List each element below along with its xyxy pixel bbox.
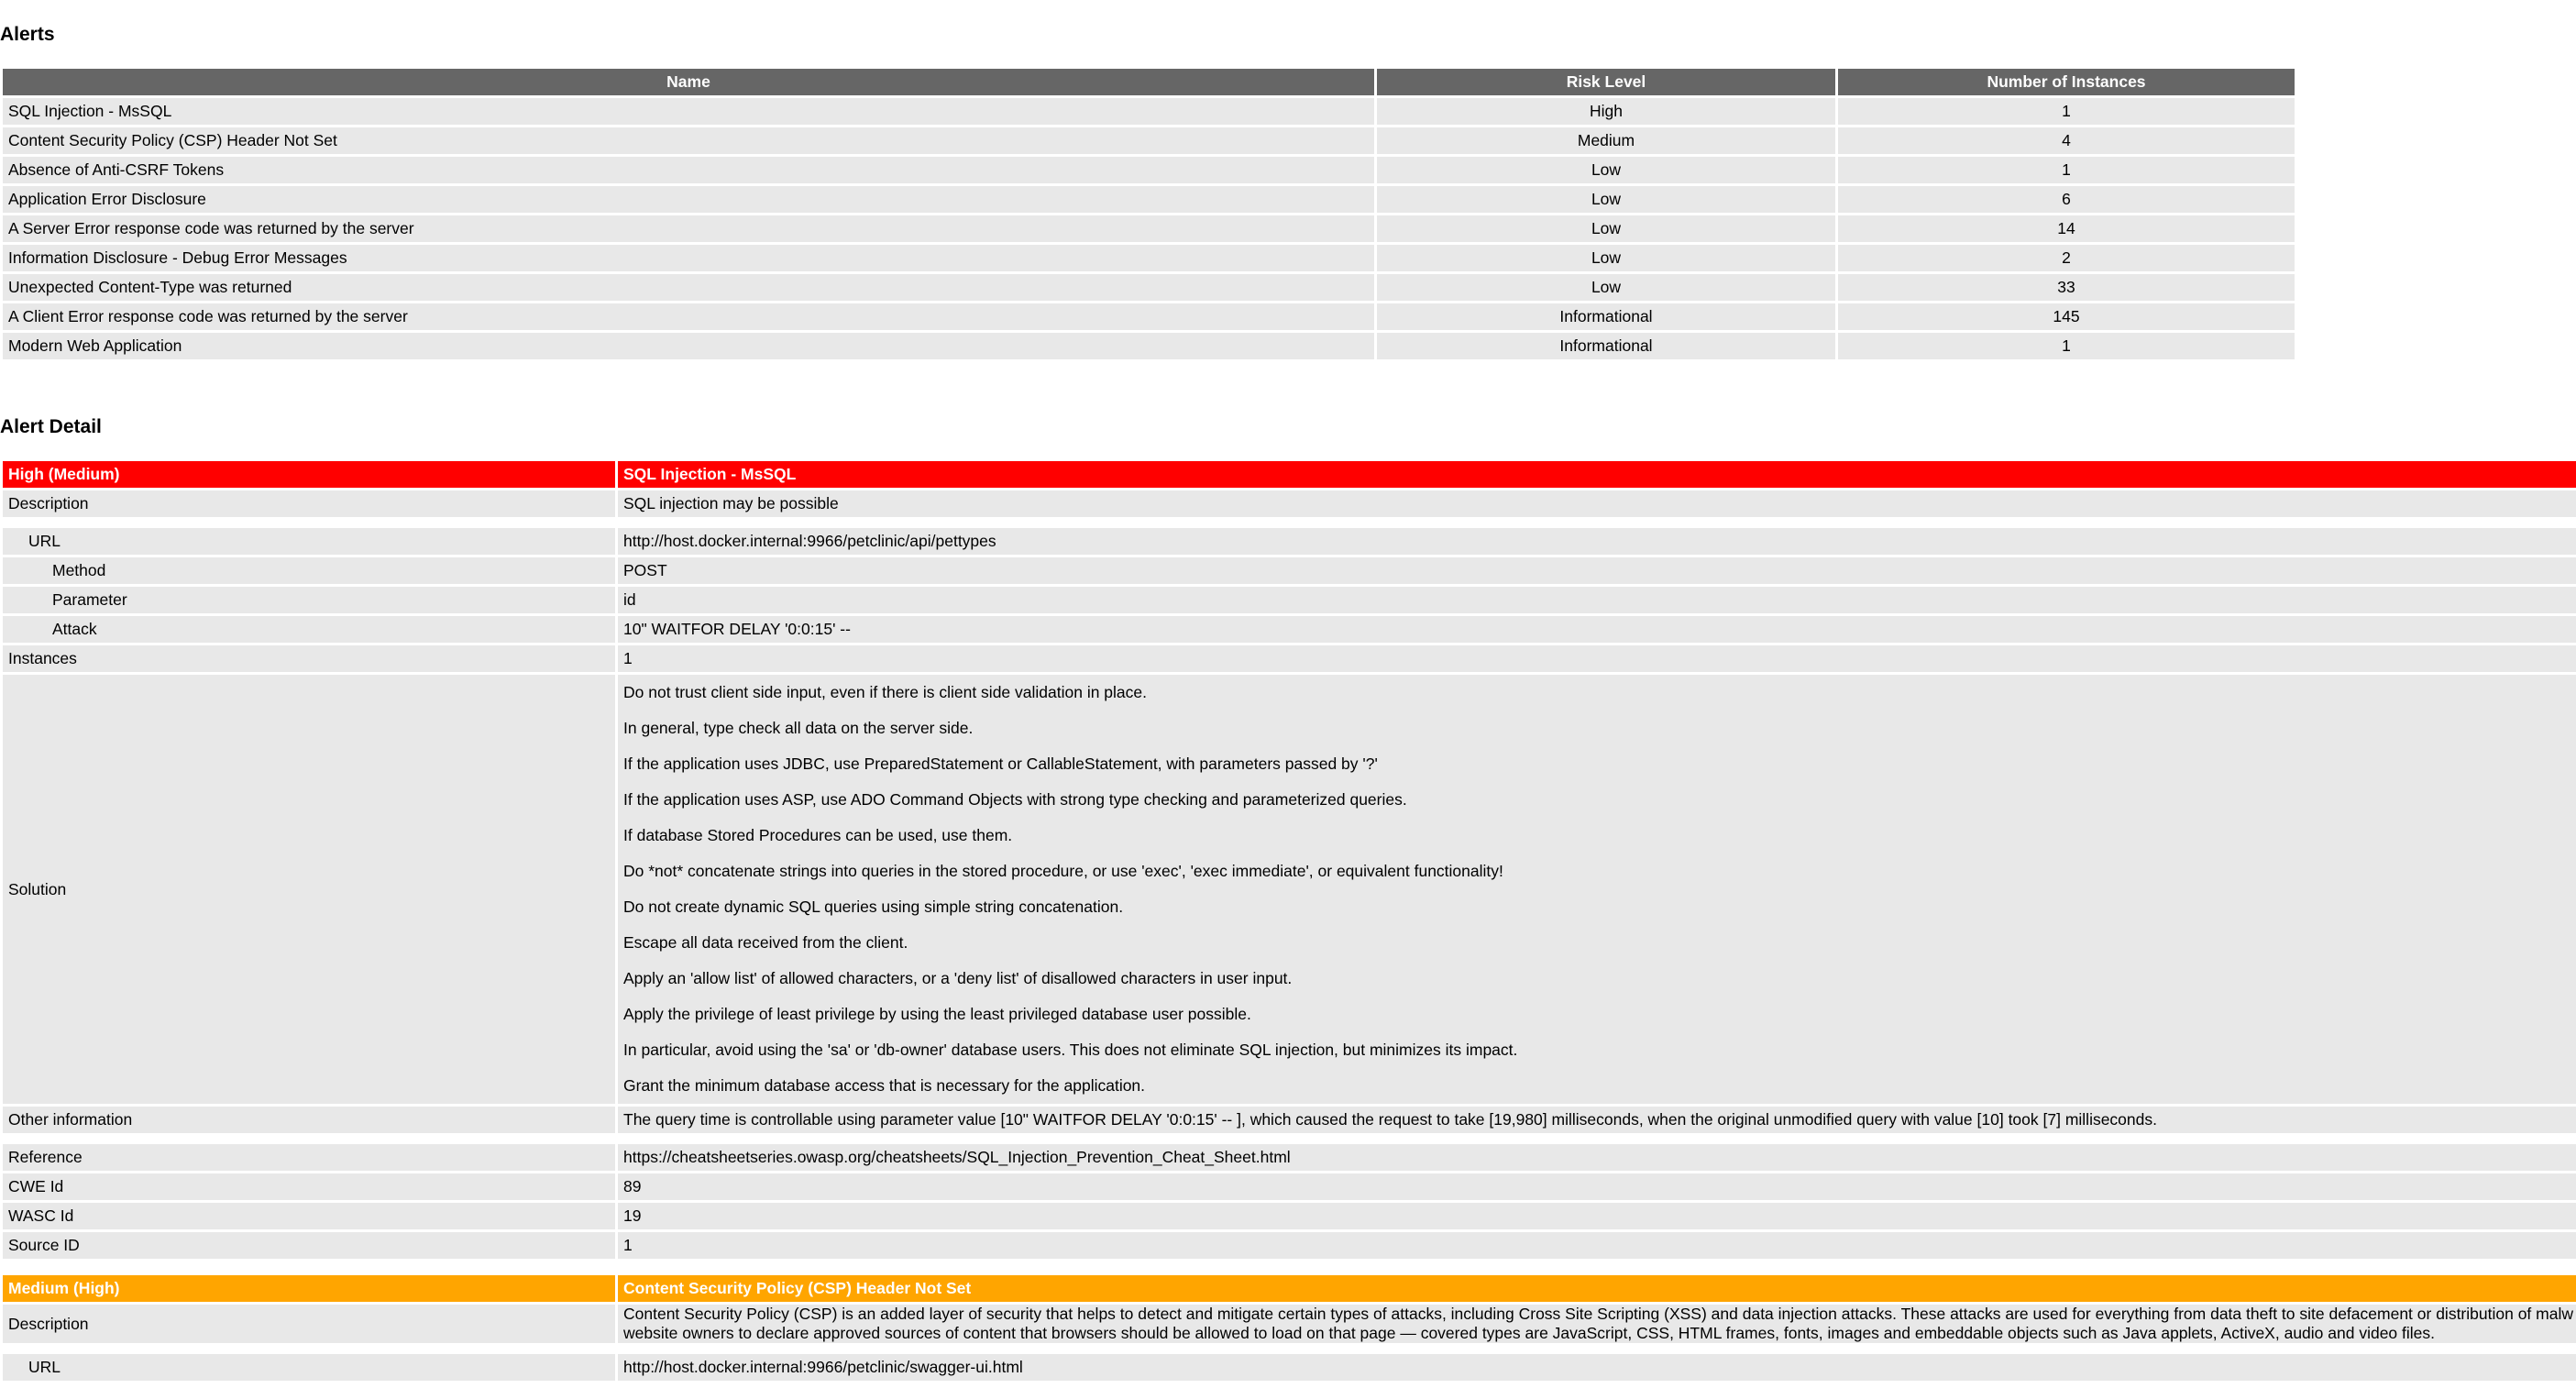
risk-level-cell: High	[1377, 98, 1835, 125]
parameter-value: id	[618, 587, 2576, 613]
instances-cell: 6	[1838, 186, 2295, 213]
solution-line: Grant the minimum database access that is necessary for the application.	[623, 1076, 1146, 1095]
alert-name-link[interactable]: Modern Web Application	[3, 333, 1374, 359]
instances-cell: 1	[1838, 157, 2295, 183]
detail-row	[3, 587, 2576, 613]
table-row[interactable]	[3, 186, 2295, 213]
description-line: website owners to declare approved sources of content that browsers should be allowed to load on that page — covered types are JavaScript, CSS, HTML frames, fonts, images and embeddable objects such as Java applets, ActiveX, audio and video files.	[623, 1324, 2436, 1342]
detail-row	[3, 1232, 2576, 1259]
solution-line: Do *not* concatenate strings into queries in the stored procedure, or use 'exec', 'exec immediate', or equivalent functionality!	[623, 862, 1503, 880]
instances-value: 1	[618, 645, 2576, 672]
solution-line: Do not trust client side input, even if there is client side validation in place.	[623, 683, 1148, 701]
solution-line: If the application uses ASP, use ADO Command Objects with strong type checking and parameterized queries.	[623, 790, 1407, 809]
field-label: Other information	[3, 1107, 615, 1133]
solution-line: In general, type check all data on the server side.	[623, 719, 974, 737]
row-spacer	[3, 1261, 2576, 1272]
field-label: WASC Id	[3, 1203, 615, 1229]
field-label: URL	[3, 1354, 615, 1381]
solution-line: In particular, avoid using the 'sa' or 'db-owner' database users. This does not eliminate SQL injection, but minimizes its impact.	[623, 1041, 1518, 1059]
alert-name-link[interactable]: Application Error Disclosure	[3, 186, 1374, 213]
solution-line: Escape all data received from the client.	[623, 933, 908, 952]
table-row[interactable]	[3, 303, 2295, 330]
instances-cell: 4	[1838, 127, 2295, 154]
alert-header-row	[3, 1275, 2576, 1302]
field-label: URL	[3, 528, 615, 555]
detail-row	[3, 616, 2576, 643]
detail-row	[3, 1144, 2576, 1171]
attack-value: 10" WAITFOR DELAY '0:0:15' --	[618, 616, 2576, 643]
field-label: Description	[3, 490, 615, 517]
solution-line: Apply the privilege of least privilege by using the least privileged database user possible.	[623, 1005, 1251, 1023]
risk-level-cell: Medium	[1377, 127, 1835, 154]
row-spacer	[3, 520, 2576, 525]
solution-line: Apply an 'allow list' of allowed characters, or a 'deny list' of disallowed characters in user input.	[623, 969, 1293, 987]
alert-detail-table	[0, 458, 2576, 1383]
solution-line: Do not create dynamic SQL queries using simple string concatenation.	[623, 898, 1124, 916]
table-row[interactable]	[3, 245, 2295, 271]
alerts-heading: Alerts	[0, 24, 55, 45]
solution-line: If database Stored Procedures can be used, use them.	[623, 826, 1013, 844]
other-information-value: The query time is controllable using parameter value [10" WAITFOR DELAY '0:0:15' -- ], which caused the request to take [19,980] milliseconds, when the original unmodified query with value [10] took [7] milliseconds.	[618, 1107, 2576, 1133]
detail-row	[3, 528, 2576, 555]
alert-name-link[interactable]: Absence of Anti-CSRF Tokens	[3, 157, 1374, 183]
url-value: http://host.docker.internal:9966/petclinic/swagger-ui.html	[618, 1354, 2576, 1381]
alert-name-link[interactable]: Unexpected Content-Type was returned	[3, 274, 1374, 301]
table-row[interactable]	[3, 215, 2295, 242]
table-row[interactable]	[3, 98, 2295, 125]
alert-name-link[interactable]: Content Security Policy (CSP) Header Not Set	[3, 127, 1374, 154]
field-label: Reference	[3, 1144, 615, 1171]
instances-column-header: Number of Instances	[1838, 69, 2295, 95]
name-column-header: Name	[3, 69, 1374, 95]
detail-row	[3, 1354, 2576, 1381]
alerts-summary-table	[0, 66, 2297, 362]
instances-cell: 1	[1838, 98, 2295, 125]
table-row[interactable]	[3, 157, 2295, 183]
field-label: Method	[3, 557, 615, 584]
risk-level-column-header: Risk Level	[1377, 69, 1835, 95]
risk-level-cell: Low	[1377, 157, 1835, 183]
row-spacer	[3, 1136, 2576, 1141]
field-label: Source ID	[3, 1232, 615, 1259]
detail-row	[3, 1203, 2576, 1229]
field-label: CWE Id	[3, 1173, 615, 1200]
reference-link[interactable]: https://cheatsheetseries.owasp.org/cheatsheets/SQL_Injection_Prevention_Cheat_Sheet.html	[618, 1144, 2576, 1171]
alert-title: SQL Injection - MsSQL	[618, 461, 2576, 488]
field-label: Attack	[3, 616, 615, 643]
solution-line: If the application uses JDBC, use PreparedStatement or CallableStatement, with parameters passed by '?'	[623, 755, 1378, 773]
field-label: Instances	[3, 645, 615, 672]
url-value: http://host.docker.internal:9966/petclinic/api/pettypes	[618, 528, 2576, 555]
row-spacer	[3, 1346, 2576, 1351]
description-line: Content Security Policy (CSP) is an added layer of security that helps to detect and mitigate certain types of attacks, including Cross Site Scripting (XSS) and data injection attacks. These attacks are used for everything from data theft to site defacement or distribution of malw	[623, 1305, 2573, 1323]
alert-name-link[interactable]: A Server Error response code was returned by the server	[3, 215, 1374, 242]
solution-value	[618, 675, 2576, 1104]
alert-name-link[interactable]: A Client Error response code was returned by the server	[3, 303, 1374, 330]
detail-row	[3, 675, 2576, 1104]
alert-detail-heading: Alert Detail	[0, 416, 102, 437]
detail-row	[3, 1305, 2576, 1343]
description-value: SQL injection may be possible	[618, 490, 2576, 517]
alert-risk-label: Medium (High)	[3, 1275, 615, 1302]
detail-row	[3, 1173, 2576, 1200]
table-row[interactable]	[3, 333, 2295, 359]
alert-risk-label: High (Medium)	[3, 461, 615, 488]
alert-name-link[interactable]: SQL Injection - MsSQL	[3, 98, 1374, 125]
instances-cell: 14	[1838, 215, 2295, 242]
wasc-id-value: 19	[618, 1203, 2576, 1229]
instances-cell: 33	[1838, 274, 2295, 301]
risk-level-cell: Informational	[1377, 333, 1835, 359]
detail-row	[3, 1107, 2576, 1133]
field-label: Description	[3, 1305, 615, 1343]
field-label: Parameter	[3, 587, 615, 613]
risk-level-cell: Low	[1377, 186, 1835, 213]
detail-row	[3, 557, 2576, 584]
source-id-value: 1	[618, 1232, 2576, 1259]
risk-level-cell: Low	[1377, 245, 1835, 271]
risk-level-cell: Low	[1377, 274, 1835, 301]
summary-header-row	[3, 69, 2295, 95]
detail-row	[3, 645, 2576, 672]
risk-level-cell: Informational	[1377, 303, 1835, 330]
detail-row	[3, 490, 2576, 517]
method-value: POST	[618, 557, 2576, 584]
cwe-id-value: 89	[618, 1173, 2576, 1200]
description-value	[618, 1305, 2576, 1343]
alert-name-link[interactable]: Information Disclosure - Debug Error Messages	[3, 245, 1374, 271]
field-label: Solution	[3, 675, 615, 1104]
instances-cell: 145	[1838, 303, 2295, 330]
alert-header-row	[3, 461, 2576, 488]
risk-level-cell: Low	[1377, 215, 1835, 242]
instances-cell: 2	[1838, 245, 2295, 271]
table-row[interactable]	[3, 274, 2295, 301]
alert-title: Content Security Policy (CSP) Header Not Set	[618, 1275, 2576, 1302]
instances-cell: 1	[1838, 333, 2295, 359]
table-row[interactable]	[3, 127, 2295, 154]
